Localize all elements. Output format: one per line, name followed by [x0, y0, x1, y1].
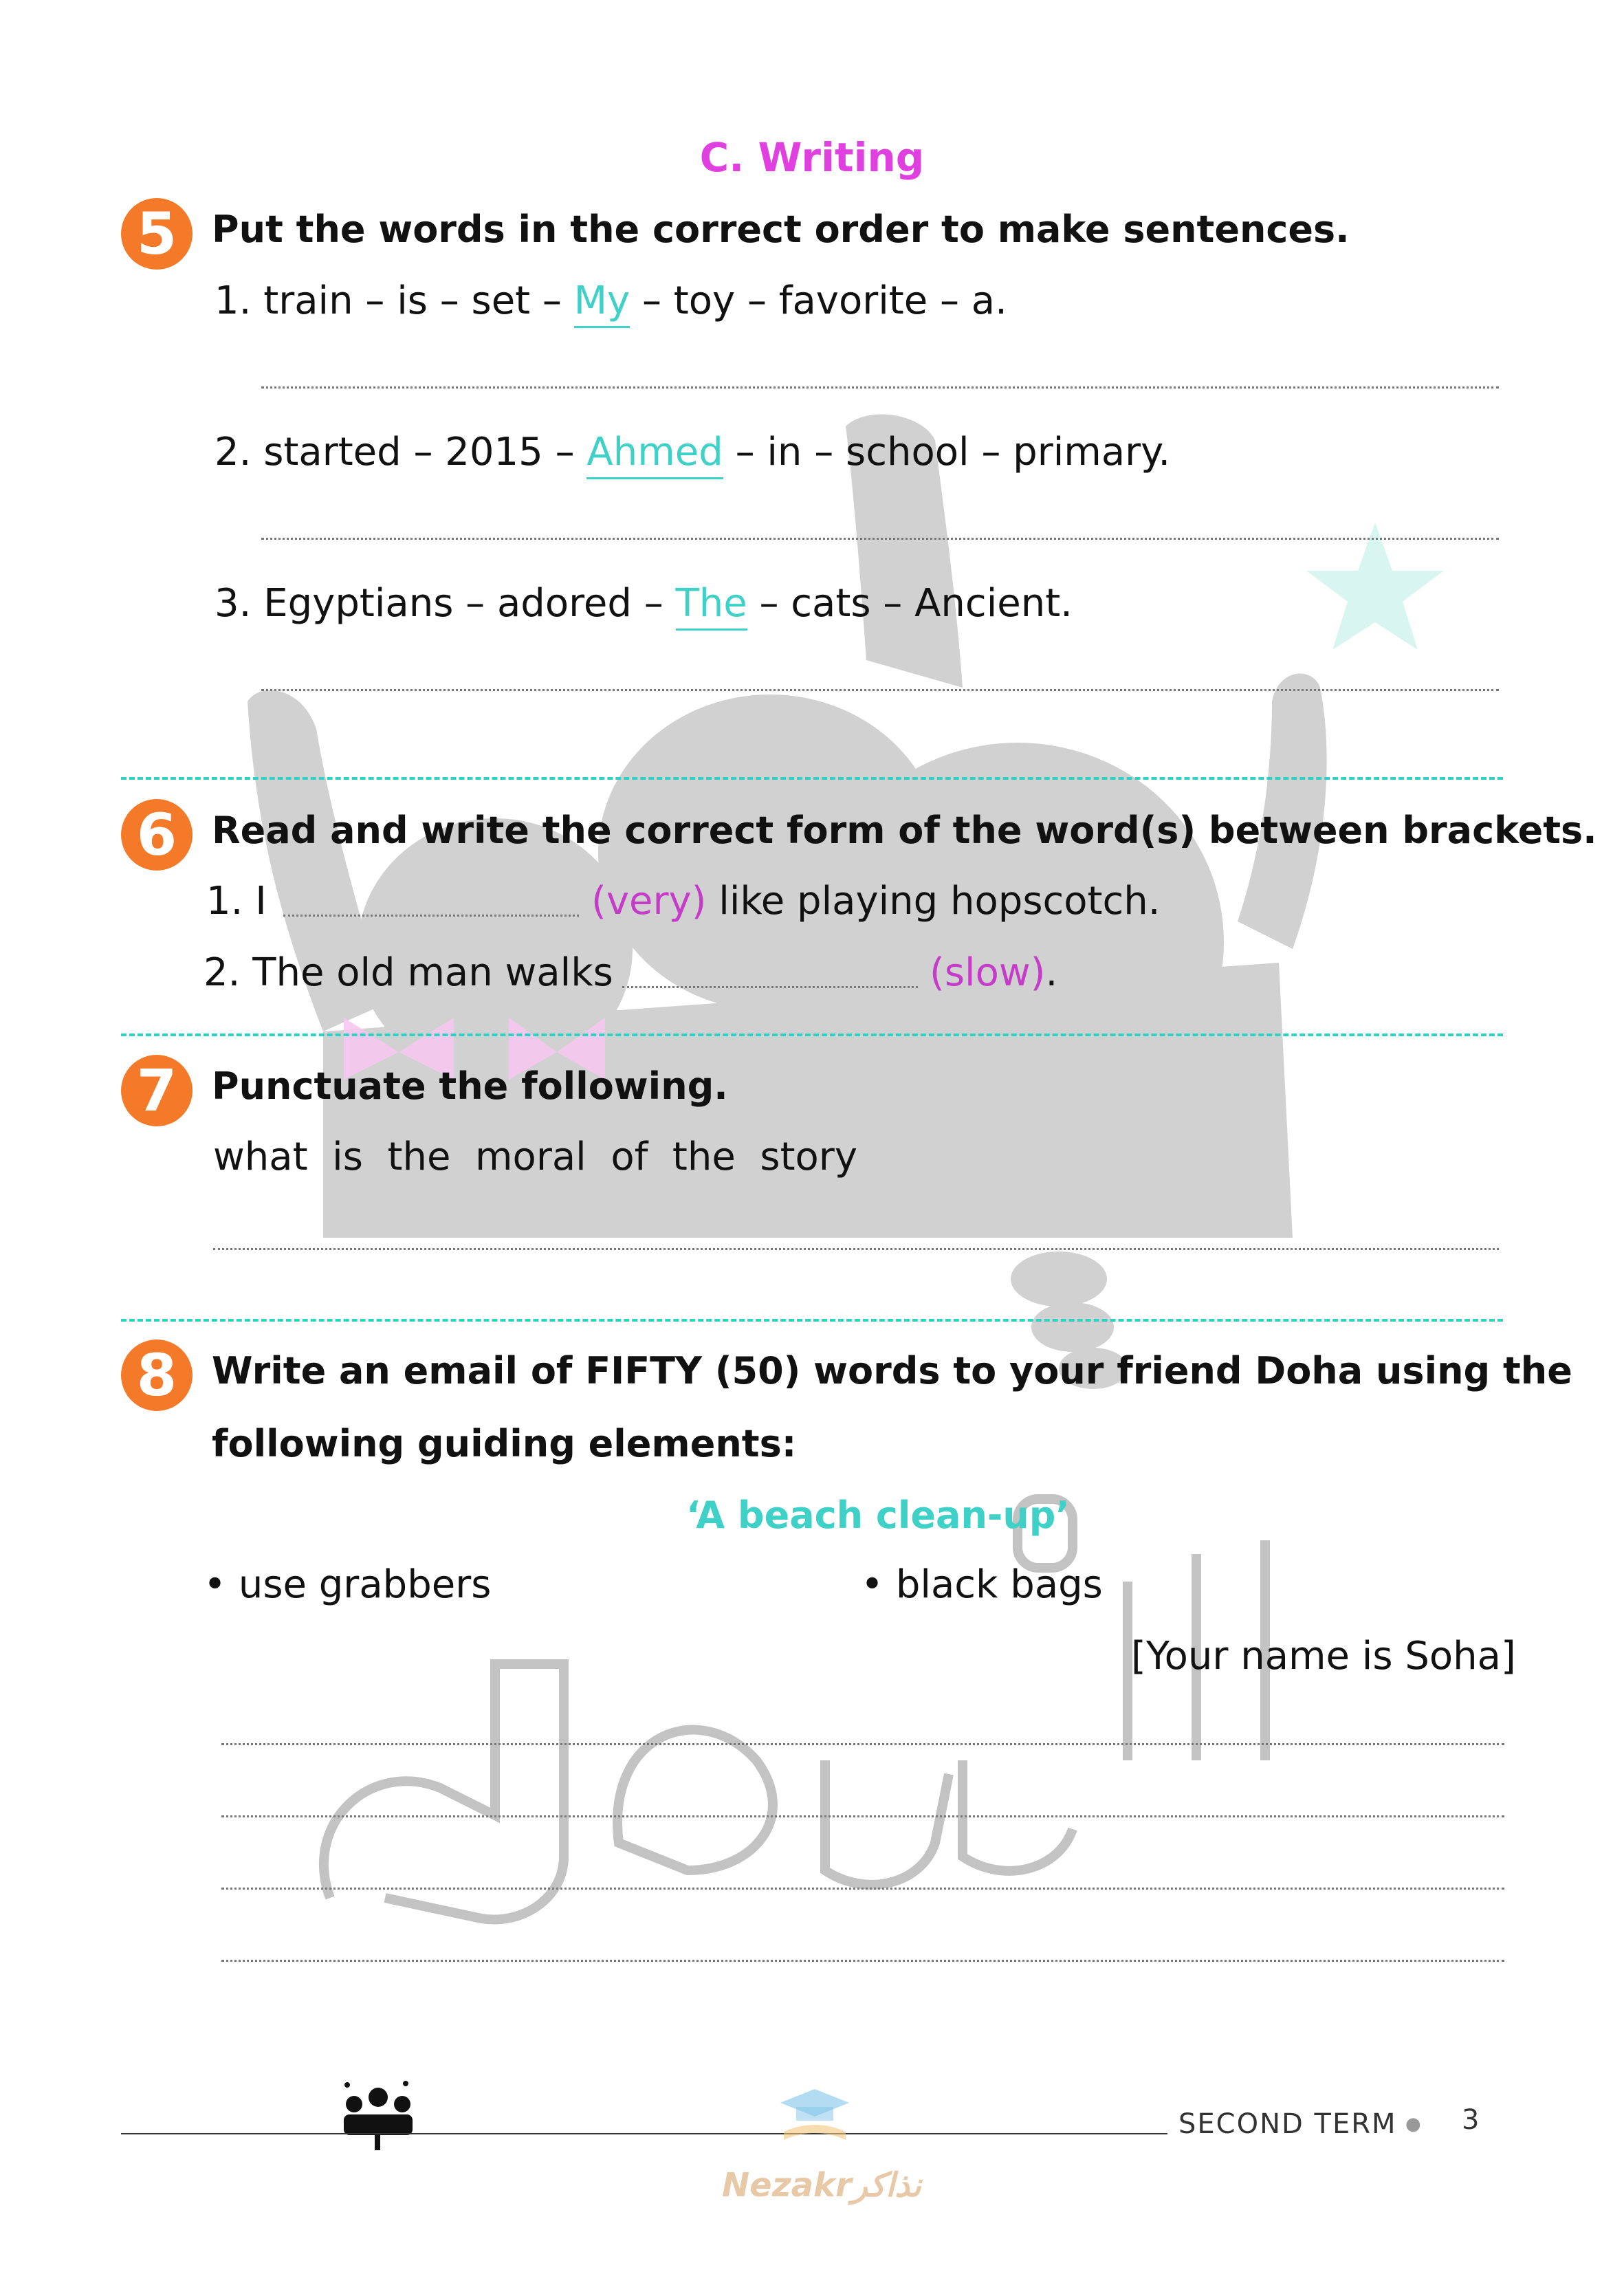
item-text-after: like playing hopscotch. [706, 879, 1161, 923]
question-instruction: Read and write the correct form of the word(s) between brackets. [212, 809, 1597, 852]
fill-item-rest [591, 879, 1161, 923]
page-number: 3 [1462, 2104, 1481, 2136]
item-text-after: . [1045, 950, 1058, 995]
answer-line[interactable] [261, 689, 1499, 691]
item-words-after: – in – school – primary. [723, 430, 1171, 474]
email-topic: ‘A beach clean-up’ [686, 1494, 1070, 1537]
highlighted-word: The [676, 581, 747, 631]
question-number-badge: 7 [121, 1055, 193, 1126]
footer-bullet: ● [1405, 2114, 1421, 2134]
item-words-before: started – 2015 – [263, 430, 587, 474]
item-number: 2. [204, 950, 241, 995]
highlighted-word: My [574, 278, 630, 328]
fill-item-rest [930, 950, 1057, 995]
item-words-after: – toy – favorite – a. [630, 278, 1007, 323]
section-separator [121, 1034, 1503, 1036]
answer-line[interactable] [221, 1815, 1504, 1817]
answer-line[interactable] [261, 538, 1499, 540]
sentence-item [215, 430, 1170, 474]
watermark-brand: Nezakrنذاكر [722, 2166, 921, 2205]
answer-line[interactable] [213, 1248, 1499, 1250]
name-note: [Your name is Soha] [1131, 1634, 1516, 1679]
answer-line[interactable] [261, 386, 1499, 389]
answer-blank[interactable] [283, 915, 579, 917]
item-number: 1. [206, 879, 243, 923]
question-instruction-continued: following guiding elements: [212, 1422, 797, 1465]
graduation-cap-icon [777, 2084, 853, 2145]
item-number: 1. [215, 278, 252, 323]
highlighted-word: Ahmed [586, 430, 723, 479]
punctuate-sentence: what is the moral of the story [213, 1135, 857, 1179]
guiding-element: • use grabbers [204, 1562, 492, 1607]
footer-rule [121, 2133, 1167, 2134]
item-number: 3. [215, 581, 252, 626]
item-words-before: train – is – set – [263, 278, 574, 323]
question-number-badge: 8 [121, 1340, 193, 1411]
answer-line[interactable] [221, 1960, 1504, 1962]
answer-line[interactable] [221, 1743, 1504, 1745]
question-instruction: Write an email of FIFTY (50) words to your friend Doha using the [212, 1349, 1572, 1392]
sentence-item [215, 581, 1073, 626]
section-separator [121, 777, 1503, 780]
fill-item [206, 879, 267, 923]
item-words-before: Egyptians – adored – [263, 581, 676, 626]
answer-blank[interactable] [622, 986, 918, 988]
question-number-badge: 5 [121, 198, 193, 270]
item-text-before: I [255, 879, 267, 923]
section-separator [121, 1319, 1503, 1322]
question-instruction: Punctuate the following. [212, 1064, 728, 1108]
question-number-badge: 6 [121, 799, 193, 871]
bracket-word: (slow) [930, 950, 1046, 995]
guiding-element: • black bags [861, 1562, 1103, 1607]
sentence-item [215, 278, 1007, 323]
fill-item [204, 950, 613, 995]
publisher-logo-icon [337, 2077, 419, 2152]
answer-line[interactable] [221, 1888, 1504, 1890]
footer-term: SECOND TERM [1178, 2108, 1397, 2140]
question-instruction: Put the words in the correct order to make sentences. [212, 208, 1350, 251]
item-number: 2. [215, 430, 252, 474]
section-title: C. Writing [699, 134, 925, 181]
item-words-after: – cats – Ancient. [747, 581, 1073, 626]
bracket-word: (very) [591, 879, 707, 923]
item-text-before: The old man walks [252, 950, 613, 995]
